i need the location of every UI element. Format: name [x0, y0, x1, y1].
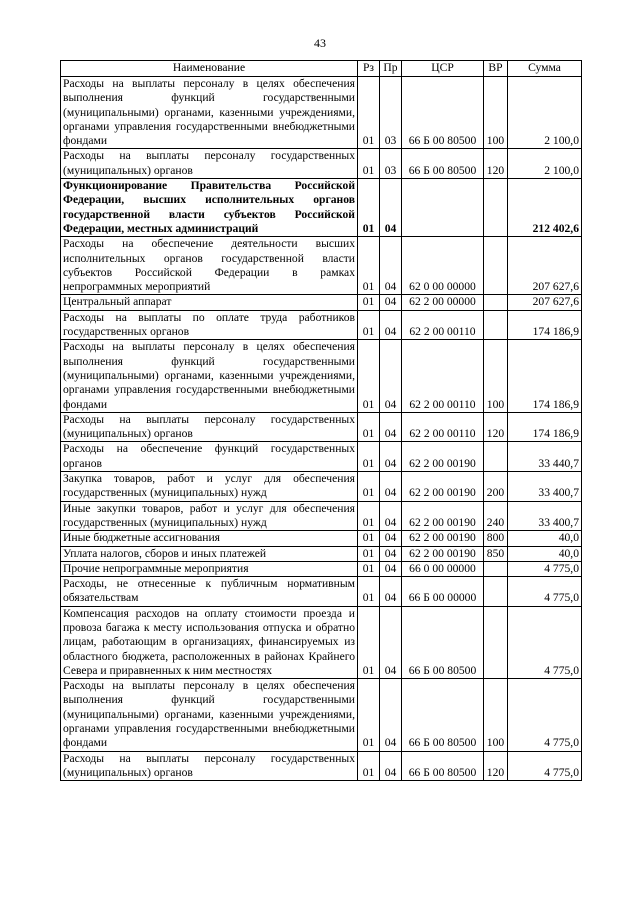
header-rz: Рз	[358, 61, 380, 77]
cell-name: Компенсация расходов на оплату стоимости проезда и провоза багажа к месту использования отпуска и обратно лицам, работающим в организациях, финансируемых из областного бюджета, расположенных в районах Крайнего Севера и приравненных к ним местностях	[61, 606, 358, 678]
cell-sum: 4 775,0	[508, 577, 582, 607]
cell-name: Расходы на выплаты персоналу государственных (муниципальных) органов	[61, 751, 358, 781]
cell-vr: 100	[484, 77, 508, 149]
table-row	[61, 501, 582, 531]
table-row	[61, 546, 582, 561]
table-row	[61, 472, 582, 502]
cell-pr: 04	[380, 472, 402, 502]
cell-sum: 174 186,9	[508, 340, 582, 412]
cell-pr: 04	[380, 295, 402, 310]
cell-name: Расходы на выплаты персоналу в целях обеспечения выполнения функций государственными (муниципальными) органами, казенными учреждениями, органами управления государственными внебюджетными фондами	[61, 679, 358, 751]
cell-csr: 62 2 00 00190	[402, 472, 484, 502]
cell-sum: 33 400,7	[508, 472, 582, 502]
cell-vr	[484, 237, 508, 295]
table-row	[61, 295, 582, 310]
cell-csr: 66 Б 00 80500	[402, 751, 484, 781]
table-row	[61, 149, 582, 179]
table-row	[61, 310, 582, 340]
cell-pr: 03	[380, 77, 402, 149]
cell-csr: 62 2 00 00000	[402, 295, 484, 310]
cell-rz: 01	[358, 149, 380, 179]
header-vr: ВР	[484, 61, 508, 77]
cell-vr: 120	[484, 751, 508, 781]
cell-vr: 100	[484, 340, 508, 412]
budget-table	[60, 60, 582, 781]
cell-pr: 04	[380, 340, 402, 412]
table-row	[61, 606, 582, 678]
cell-pr: 04	[380, 531, 402, 546]
cell-csr	[402, 179, 484, 237]
cell-sum: 174 186,9	[508, 310, 582, 340]
cell-rz: 01	[358, 751, 380, 781]
cell-csr: 62 2 00 00190	[402, 531, 484, 546]
cell-csr: 66 Б 00 80500	[402, 606, 484, 678]
header-row	[61, 61, 582, 77]
cell-rz: 01	[358, 77, 380, 149]
cell-pr: 04	[380, 442, 402, 472]
cell-rz: 01	[358, 310, 380, 340]
cell-csr: 62 2 00 00190	[402, 501, 484, 531]
cell-rz: 01	[358, 237, 380, 295]
cell-csr: 66 Б 00 80500	[402, 679, 484, 751]
page-number: 43	[314, 36, 326, 50]
cell-name: Функционирование Правительства Российской Федерации, высших исполнительных органов государственной власти субъектов Российской Федерации, местных администраций	[61, 179, 358, 237]
cell-vr	[484, 577, 508, 607]
cell-name: Расходы на обеспечение функций государственных органов	[61, 442, 358, 472]
cell-sum: 4 775,0	[508, 679, 582, 751]
cell-csr: 66 Б 00 00000	[402, 577, 484, 607]
cell-name: Расходы на обеспечение деятельности высших исполнительных органов государственной власти субъектов Российской Федерации в рамках непрограммных мероприятий	[61, 237, 358, 295]
cell-sum: 33 400,7	[508, 501, 582, 531]
cell-sum: 33 440,7	[508, 442, 582, 472]
cell-name: Расходы на выплаты персоналу государственных (муниципальных) органов	[61, 412, 358, 442]
cell-name: Центральный аппарат	[61, 295, 358, 310]
cell-pr: 04	[380, 751, 402, 781]
cell-rz: 01	[358, 179, 380, 237]
cell-vr	[484, 179, 508, 237]
table-row	[61, 561, 582, 576]
cell-name: Прочие непрограммные мероприятия	[61, 561, 358, 576]
cell-vr	[484, 295, 508, 310]
cell-sum: 207 627,6	[508, 295, 582, 310]
cell-pr: 04	[380, 679, 402, 751]
cell-csr: 62 2 00 00190	[402, 546, 484, 561]
table-row	[61, 531, 582, 546]
cell-vr: 200	[484, 472, 508, 502]
cell-csr: 62 2 00 00190	[402, 442, 484, 472]
cell-pr: 04	[380, 561, 402, 576]
cell-rz: 01	[358, 340, 380, 412]
cell-sum: 207 627,6	[508, 237, 582, 295]
cell-vr	[484, 442, 508, 472]
cell-rz: 01	[358, 561, 380, 576]
cell-vr: 120	[484, 412, 508, 442]
cell-rz: 01	[358, 472, 380, 502]
cell-csr: 62 0 00 00000	[402, 237, 484, 295]
cell-rz: 01	[358, 501, 380, 531]
cell-csr: 62 2 00 00110	[402, 340, 484, 412]
cell-csr: 66 Б 00 80500	[402, 77, 484, 149]
cell-name: Закупка товаров, работ и услуг для обеспечения государственных (муниципальных) нужд	[61, 472, 358, 502]
table-row	[61, 412, 582, 442]
table-row	[61, 237, 582, 295]
cell-vr: 850	[484, 546, 508, 561]
cell-rz: 01	[358, 295, 380, 310]
cell-rz: 01	[358, 546, 380, 561]
cell-name: Расходы на выплаты персоналу государственных (муниципальных) органов	[61, 149, 358, 179]
cell-sum: 4 775,0	[508, 751, 582, 781]
cell-sum: 174 186,9	[508, 412, 582, 442]
cell-pr: 04	[380, 310, 402, 340]
cell-sum: 40,0	[508, 546, 582, 561]
cell-csr: 62 2 00 00110	[402, 412, 484, 442]
cell-vr: 120	[484, 149, 508, 179]
cell-pr: 04	[380, 237, 402, 295]
cell-rz: 01	[358, 531, 380, 546]
cell-rz: 01	[358, 577, 380, 607]
cell-pr: 03	[380, 149, 402, 179]
header-name: Наименование	[61, 61, 358, 77]
cell-csr: 66 Б 00 80500	[402, 149, 484, 179]
cell-name: Иные бюджетные ассигнования	[61, 531, 358, 546]
table-row	[61, 77, 582, 149]
cell-pr: 04	[380, 577, 402, 607]
header-sum: Сумма	[508, 61, 582, 77]
cell-vr	[484, 561, 508, 576]
cell-pr: 04	[380, 412, 402, 442]
cell-sum: 2 100,0	[508, 149, 582, 179]
cell-sum: 2 100,0	[508, 77, 582, 149]
cell-csr: 62 2 00 00110	[402, 310, 484, 340]
cell-vr: 240	[484, 501, 508, 531]
cell-rz: 01	[358, 412, 380, 442]
cell-name: Расходы на выплаты по оплате труда работников государственных органов	[61, 310, 358, 340]
header-pr: Пр	[380, 61, 402, 77]
table-row	[61, 751, 582, 781]
cell-name: Иные закупки товаров, работ и услуг для обеспечения государственных (муниципальных) нужд	[61, 501, 358, 531]
cell-rz: 01	[358, 679, 380, 751]
table-row	[61, 679, 582, 751]
cell-vr	[484, 310, 508, 340]
cell-csr: 66 0 00 00000	[402, 561, 484, 576]
table-row	[61, 340, 582, 412]
cell-rz: 01	[358, 442, 380, 472]
cell-pr: 04	[380, 546, 402, 561]
table-row	[61, 577, 582, 607]
cell-name: Уплата налогов, сборов и иных платежей	[61, 546, 358, 561]
cell-vr	[484, 606, 508, 678]
cell-pr: 04	[380, 606, 402, 678]
cell-name: Расходы на выплаты персоналу в целях обеспечения выполнения функций государственными (муниципальными) органами, казенными учреждениями, органами управления государственными внебюджетными фондами	[61, 340, 358, 412]
cell-sum: 40,0	[508, 531, 582, 546]
cell-name: Расходы на выплаты персоналу в целях обеспечения выполнения функций государственными (муниципальными) органами, казенными учреждениями, органами управления государственными внебюджетными фондами	[61, 77, 358, 149]
cell-pr: 04	[380, 501, 402, 531]
cell-name: Расходы, не отнесенные к публичным нормативным обязательствам	[61, 577, 358, 607]
header-csr: ЦСР	[402, 61, 484, 77]
table-row	[61, 179, 582, 237]
table-row	[61, 442, 582, 472]
cell-pr: 04	[380, 179, 402, 237]
cell-vr: 800	[484, 531, 508, 546]
cell-rz: 01	[358, 606, 380, 678]
cell-vr: 100	[484, 679, 508, 751]
cell-sum: 4 775,0	[508, 561, 582, 576]
cell-sum: 212 402,6	[508, 179, 582, 237]
cell-sum: 4 775,0	[508, 606, 582, 678]
